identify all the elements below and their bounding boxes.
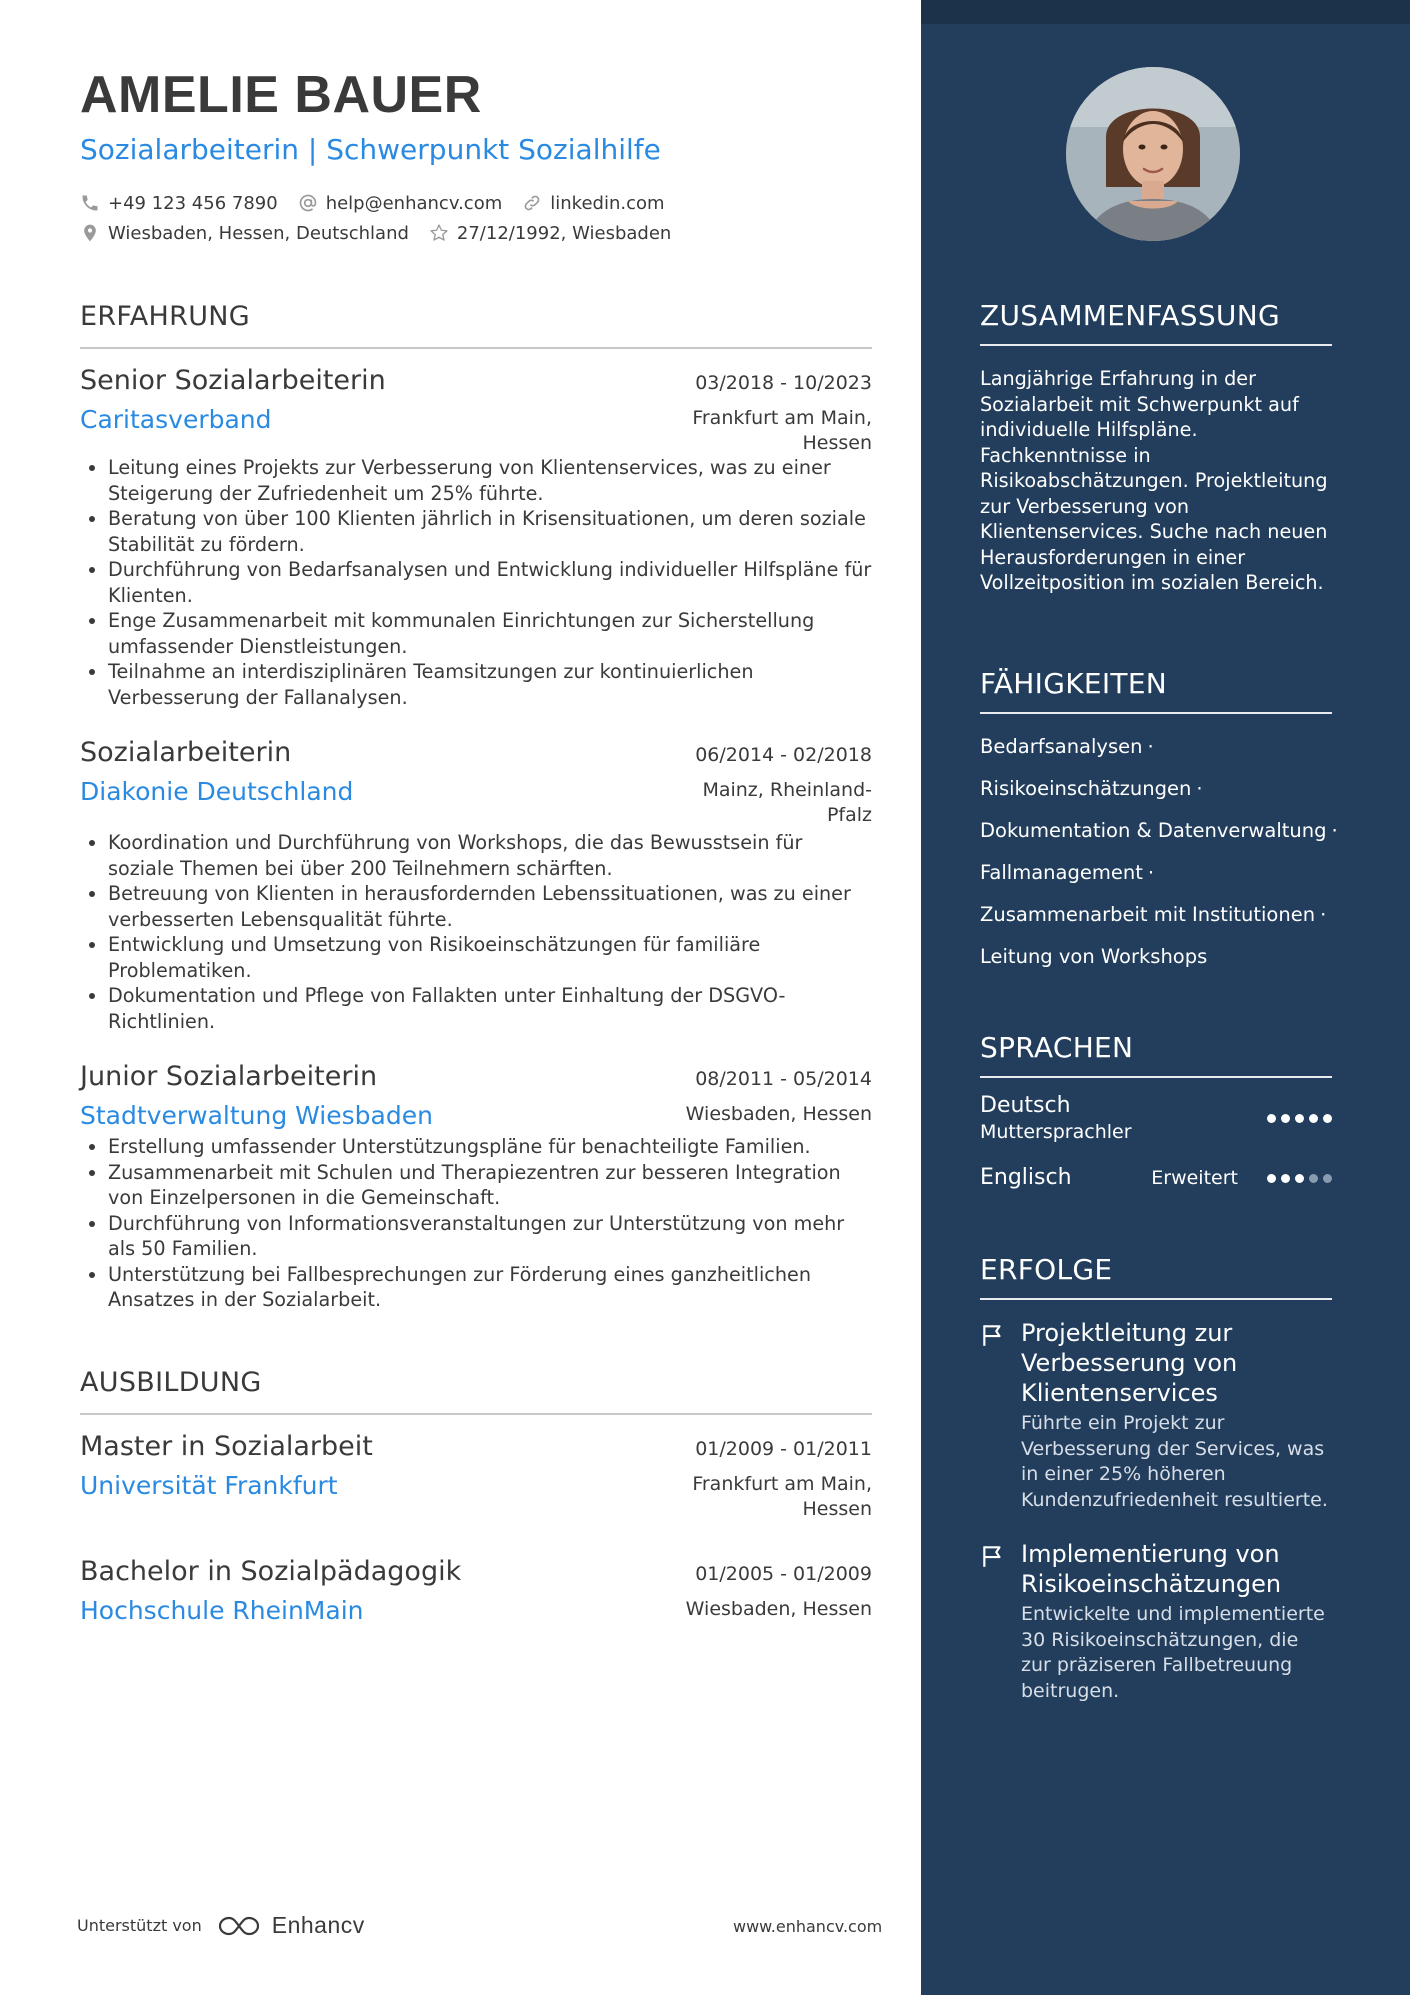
rating-dot [1267,1114,1276,1123]
job-bullet: • Erstellung umfassender Unterstützungspläne für benachteiligte Familien. [108,1134,872,1160]
job-bullet: • Beratung von über 100 Klienten jährlich in Krisensituationen, um deren soziale Stabilität zu fördern. [108,506,872,557]
sidebar [921,0,1410,1995]
experience-item [80,361,872,710]
section-divider [80,1413,872,1415]
main-column [80,60,872,1629]
enhancv-logo-icon [216,1914,262,1938]
job-title: Sozialarbeiterin [80,737,292,768]
contact-location [80,223,409,244]
skill-label: Risikoeinschätzungen [980,777,1192,800]
job-bullet: • Teilnahme an interdisziplinären Teamsitzungen zur kontinuierlichen Verbesserung der Fallanalysen. [108,659,872,710]
section-divider [80,347,872,349]
summary-title: ZUSAMMENFASSUNG [980,299,1280,332]
location-text: Wiesbaden, Hessen, Deutschland [108,222,409,244]
skills-list [980,726,1338,978]
language-item [980,1164,1332,1192]
link-icon [522,193,542,213]
candidate-title: Sozialarbeiterin | Schwerpunkt Sozialhilfe [80,133,661,166]
location-pin-icon [80,223,100,243]
language-rating [1262,1174,1332,1183]
sidebar-divider [980,712,1332,714]
star-icon [429,223,449,243]
summary-section [980,298,1332,596]
rating-dot [1267,1174,1276,1183]
job-location [692,402,872,456]
job-company: Stadtverwaltung Wiesbaden [80,1101,433,1130]
rating-dot [1309,1114,1318,1123]
skills-section [980,666,1338,978]
school-location [692,1468,872,1522]
sidebar-divider [980,1298,1332,1300]
school-location-line: Hessen [802,1497,872,1520]
language-item [980,1092,1332,1144]
school-name: Hochschule RheinMain [80,1595,364,1625]
footer-website[interactable]: www.enhancv.com [733,1917,883,1936]
summary-text: Langjährige Erfahrung in der Sozialarbeit mit Schwerpunkt auf individuelle Hilfspläne. Fachkenntnisse in Risikoabschätzungen. Projektleitung zur Verbesserung von Klientenservices. Suche nach neuen Herausforderungen in einer Vollzeitposition im sozialen Bereich. [980,367,1328,594]
job-bullet: • Koordination und Durchführung von Workshops, die das Bewusstsein für soziale Themen bei über 200 Teilnehmern schärften. [108,830,872,881]
job-bullet: • Leitung eines Projekts zur Verbesserung von Klientenservices, was zu einer Steigerung der Zufriedenheit um 25% führte. [108,455,872,506]
achievement-title: Implementierung von Risikoeinschätzungen [1021,1540,1282,1598]
contact-email[interactable] [298,193,503,214]
phone-text: +49 123 456 7890 [108,192,278,214]
experience-section [80,299,872,1313]
skill-item: Dokumentation & Datenverwaltung · [980,819,1338,842]
achievements-title: ERFOLGE [980,1253,1113,1286]
job-bullet: • Unterstützung bei Fallbesprechungen zur Förderung eines ganzheitlichen Ansatzes in der Sozialarbeit. [108,1262,872,1313]
education-section [80,1365,872,1629]
candidate-name: AMELIE BAUER [80,66,482,124]
skill-item: Zusammenarbeit mit Institutionen · [980,903,1327,926]
sidebar-divider [980,1076,1332,1078]
skill-item: Bedarfsanalysen · [980,735,1154,758]
skill-label: Dokumentation & Datenverwaltung [980,819,1327,842]
linkedin-text[interactable]: linkedin.com [550,192,665,214]
flag-icon [980,1543,1006,1569]
powered-by-text: Unterstützt von [77,1916,202,1935]
language-level: Muttersprachler [980,1121,1132,1143]
rating-dot [1295,1174,1304,1183]
phone-icon [80,193,100,213]
language-level: Erweitert [1151,1167,1238,1189]
job-bullets [80,830,872,1034]
job-location [686,1098,872,1127]
job-location [702,774,872,828]
job-bullets [80,455,872,710]
school-location-line: Frankfurt am Main, [692,1472,872,1495]
job-bullet: • Betreuung von Klienten in herausfordernden Lebenssituationen, was zu einer verbesserten Lebensqualität führte. [108,881,872,932]
brand-name: Enhancv [271,1912,365,1938]
job-bullets [80,1134,872,1313]
skill-label: Bedarfsanalysen [980,735,1143,758]
achievement-item [980,1539,1332,1704]
experience-item [80,1057,872,1313]
job-company: Caritasverband [80,405,272,434]
rating-dot [1323,1114,1332,1123]
language-rating [1262,1114,1332,1123]
degree-title: Master in Sozialarbeit [80,1430,373,1462]
contact-birth [429,223,671,244]
skill-item [980,936,1332,978]
skills-title: FÄHIGKEITEN [980,667,1168,700]
job-location-line: Frankfurt am Main, [692,407,872,429]
education-item [80,1552,872,1629]
rating-dot [1323,1174,1332,1183]
job-bullet: • Zusammenarbeit mit Schulen und Therapiezentren zur besseren Integration von Einzelpersonen in die Gemeinschaft. [108,1160,872,1211]
language-name: Deutsch [980,1093,1071,1118]
job-title: Senior Sozialarbeiterin [80,365,386,396]
experience-title: ERFAHRUNG [80,301,250,332]
job-bullet: • Durchführung von Bedarfsanalysen und Entwicklung individueller Hilfspläne für Klienten. [108,557,872,608]
skill-label: Zusammenarbeit mit Institutionen [980,903,1316,926]
achievement-item [980,1318,1332,1513]
at-icon [298,193,318,213]
job-bullet: • Entwicklung und Umsetzung von Risikoeinschätzungen für familiäre Problematiken. [108,932,872,983]
job-title: Junior Sozialarbeiterin [80,1061,378,1092]
languages-title: SPRACHEN [980,1031,1134,1064]
education-title: AUSBILDUNG [80,1366,262,1398]
job-location-line: Wiesbaden, Hessen [685,1103,872,1125]
achievement-description: Führte ein Projekt zur Verbesserung der Services, was in einer 25% höheren Kundenzufriedenheit resultierte. [1021,1412,1328,1511]
job-bullet: • Dokumentation und Pflege von Fallakten unter Einhaltung der DSGVO-Richtlinien. [108,983,872,1034]
brand-logo[interactable] [216,1912,365,1939]
profile-photo [1066,67,1240,241]
job-company: Diakonie Deutschland [80,777,354,806]
sidebar-top-band [921,0,1410,24]
contact-phone [80,193,278,214]
experience-item [80,733,872,1034]
language-name: Englisch [980,1165,1072,1190]
job-dates: 08/2011 - 05/2014 [695,1068,872,1090]
skill-item: Fallmanagement · [980,861,1155,884]
school-location-line: Wiesbaden, Hessen [685,1597,872,1620]
degree-dates: 01/2005 - 01/2009 [695,1562,872,1585]
contact-info [80,188,872,248]
avatar-illustration [1066,67,1240,241]
achievement-description: Entwickelte und implementierte 30 Risikoeinschätzungen, die zur präziseren Fallbetreuung beitrugen. [1021,1603,1325,1702]
rating-dot [1295,1114,1304,1123]
job-dates: 03/2018 - 10/2023 [695,372,872,394]
degree-title: Bachelor in Sozialpädagogik [80,1555,462,1587]
school-location [686,1593,872,1622]
job-location-line: Mainz, Rheinland- [702,779,872,801]
rating-dot [1281,1174,1290,1183]
rating-dot [1281,1114,1290,1123]
languages-section [980,1030,1332,1192]
job-location-line: Pfalz [826,804,872,826]
skill-label: Leitung von Workshops [980,945,1208,968]
email-text[interactable]: help@enhancv.com [325,192,503,214]
school-name: Universität Frankfurt [80,1470,338,1500]
job-bullet: • Durchführung von Informationsveranstaltungen zur Unterstützung von mehr als 50 Familien. [108,1211,872,1262]
skill-item: Risikoeinschätzungen · [980,777,1203,800]
job-dates: 06/2014 - 02/2018 [695,744,872,766]
sidebar-divider [980,344,1332,346]
achievements-section [980,1252,1332,1704]
skill-label: Fallmanagement [980,861,1143,884]
flag-icon [980,1322,1006,1348]
achievement-title: Projektleitung zur Verbesserung von Klientenservices [1021,1319,1238,1407]
education-item [80,1427,872,1522]
degree-dates: 01/2009 - 01/2011 [695,1437,872,1460]
job-location-line: Hessen [802,432,872,454]
job-bullet: • Enge Zusammenarbeit mit kommunalen Einrichtungen zur Sicherstellung umfassender Dienstleistungen. [108,608,872,659]
birth-text: 27/12/1992, Wiesbaden [456,222,672,244]
rating-dot [1309,1174,1318,1183]
contact-linkedin[interactable] [522,193,664,214]
